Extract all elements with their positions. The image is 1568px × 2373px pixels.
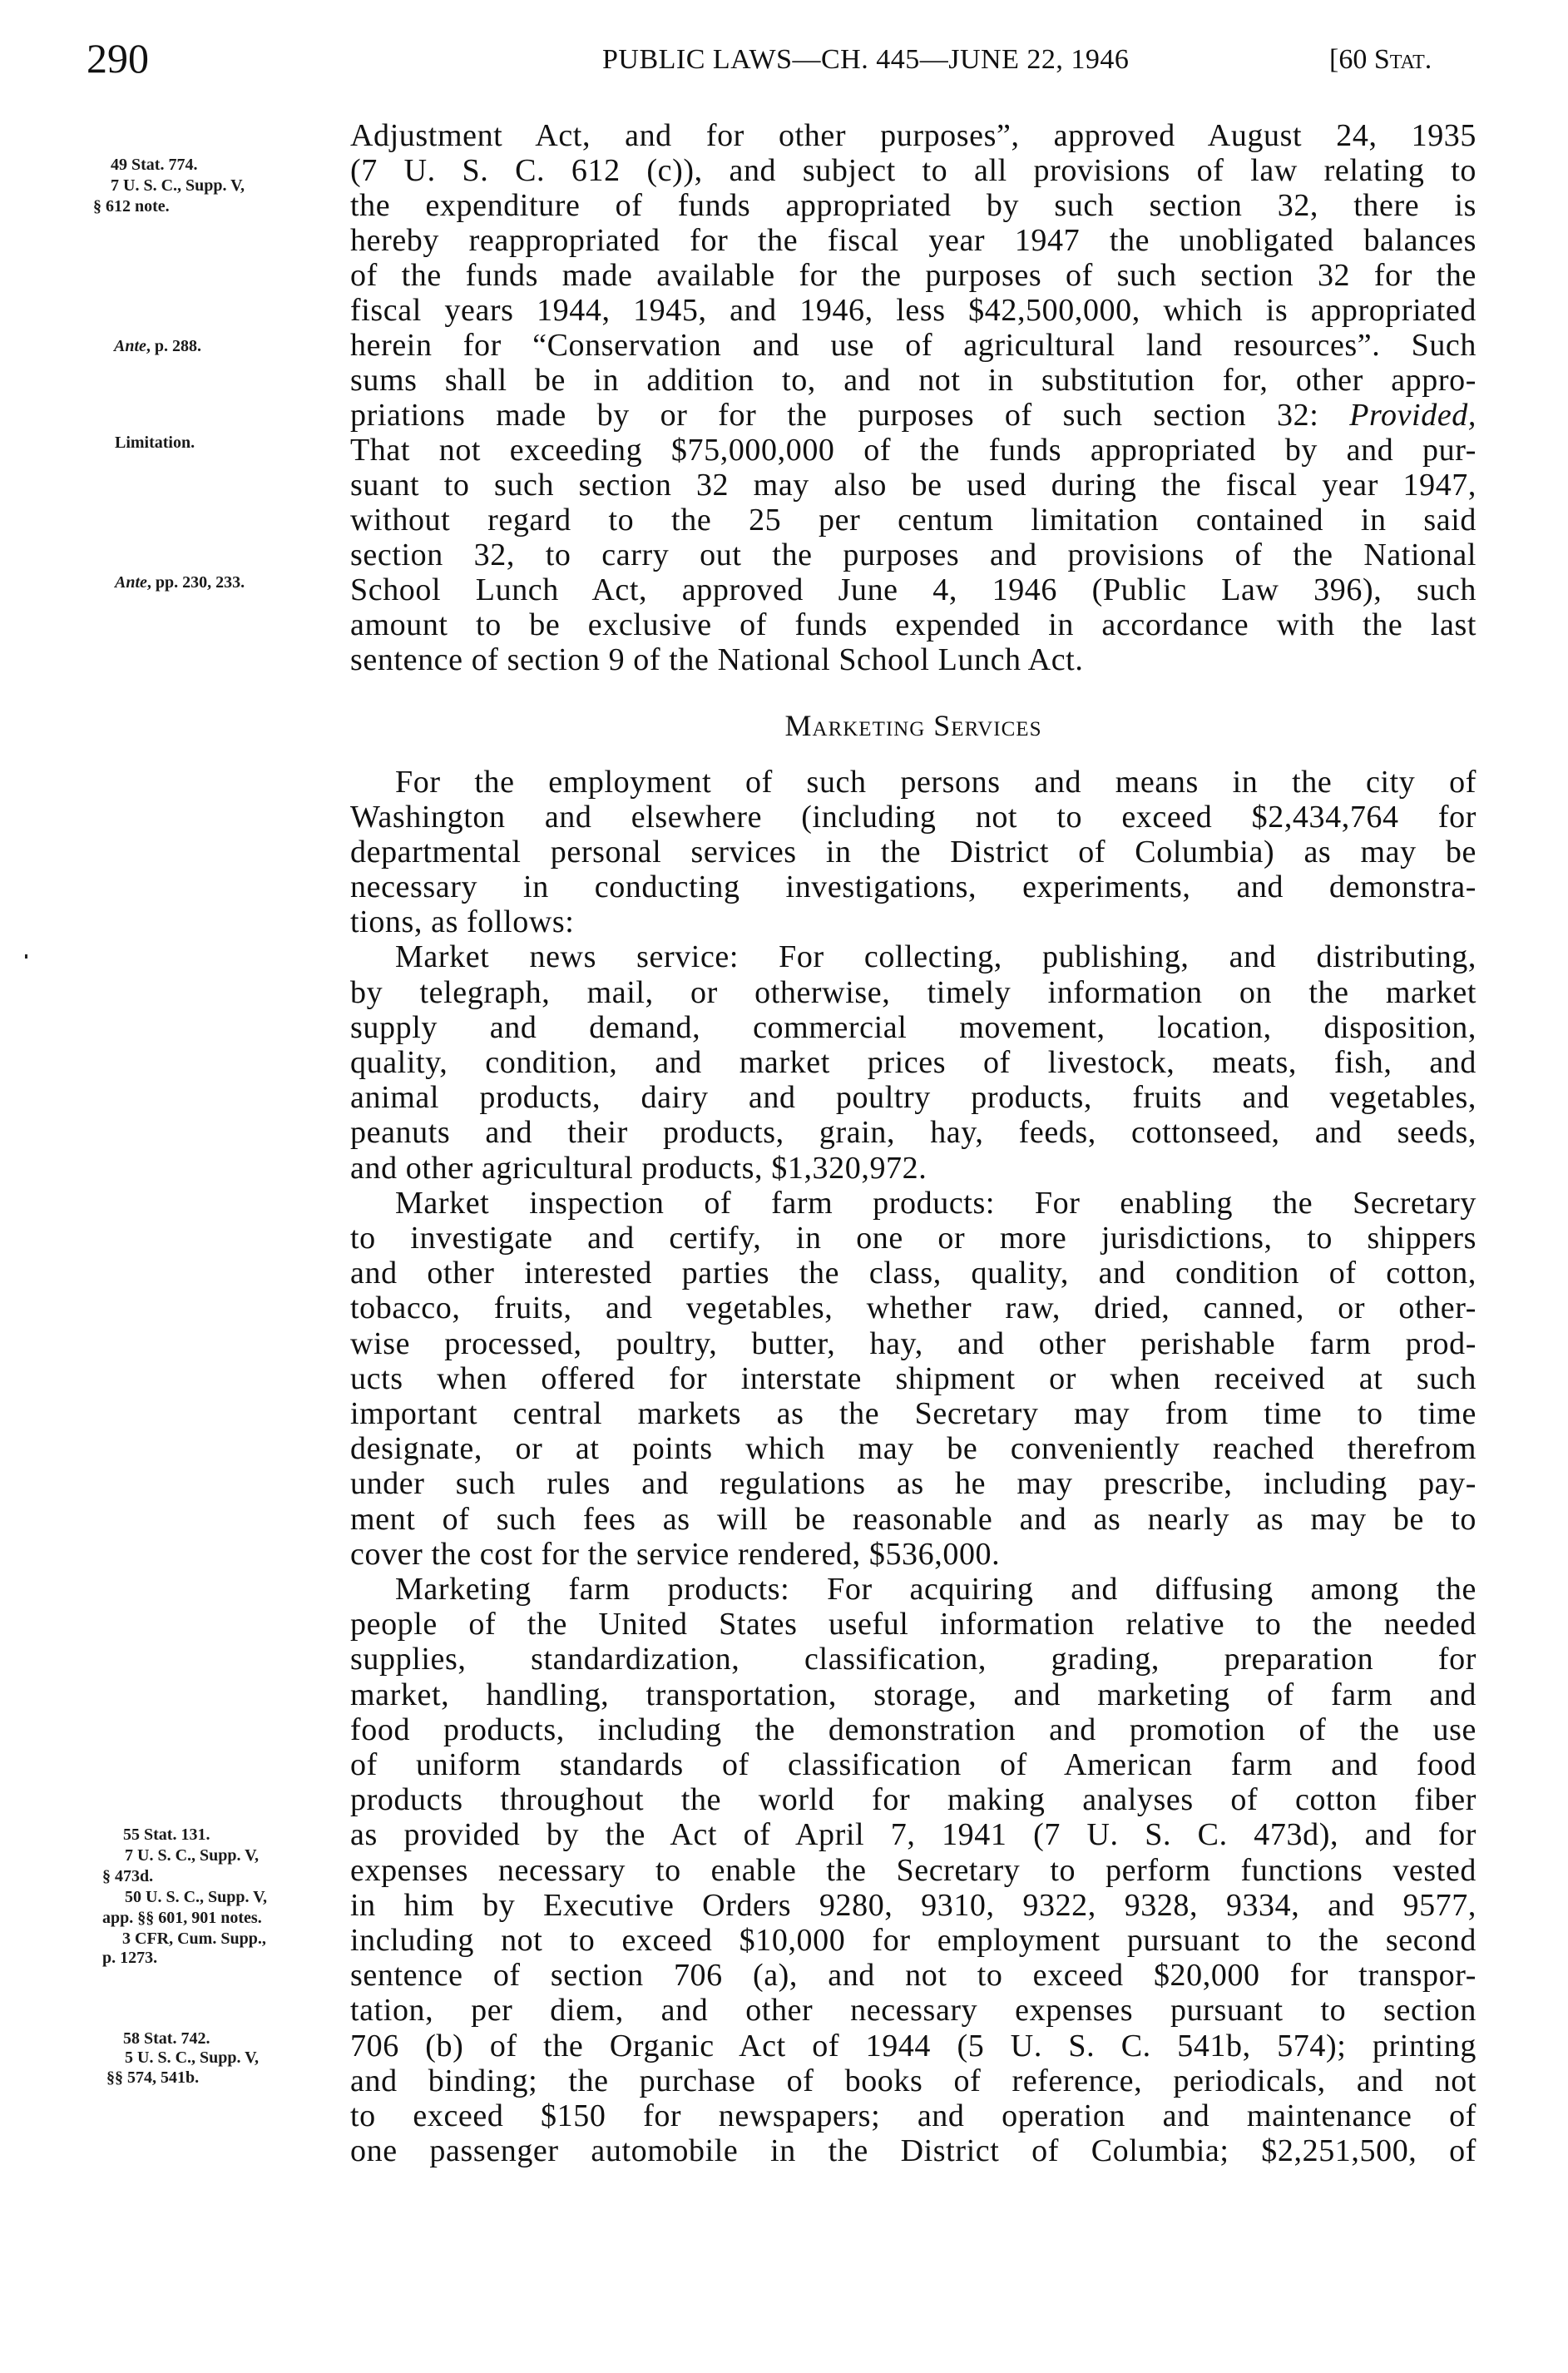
text-line: Adjustment Act, and for other purposes”, approved August 24, 1935	[350, 118, 1476, 153]
text-line: designate, or at points which may be conveniently reached therefrom	[350, 1431, 1476, 1466]
text-line: suant to such section 32 may also be used during the fiscal year 1947,	[350, 468, 1476, 503]
text-line: quality, condition, and market prices of livestock, meats, fish, and	[350, 1045, 1476, 1080]
text-line-provided	[350, 398, 1476, 433]
margin-note-50-usc: 50 U. S. C., Supp. V,	[125, 1888, 268, 1906]
text-line: 706 (b) of the Organic Act of 1944 (5 U. S. C. 541b, 574); printing	[350, 2029, 1476, 2063]
text-line: herein for “Conservation and use of agricultural land resources”. Such	[350, 328, 1476, 363]
ante-italic: Ante	[115, 573, 147, 592]
text-line: Market inspection of farm products: For enabling the Secretary	[395, 1186, 1476, 1221]
text-line: and other agricultural products, $1,320,972.	[350, 1151, 927, 1186]
text-line: as provided by the Act of April 7, 1941 (7 U. S. C. 473d), and for	[350, 1817, 1476, 1852]
provided-proviso: Provided,	[1349, 398, 1476, 433]
margin-note-p1273: p. 1273.	[102, 1949, 158, 1967]
text-line: Washington and elsewhere (including not to exceed $2,434,764 for	[350, 800, 1476, 835]
text-line: Market news service: For collecting, publishing, and distributing,	[395, 939, 1476, 974]
margin-note-5-usc: 5 U. S. C., Supp. V,	[125, 2049, 260, 2067]
text-line: and binding; the purchase of books of reference, periodicals, and not	[350, 2063, 1476, 2098]
text-line: and other interested parties the class, quality, and condition of cotton,	[350, 1256, 1476, 1291]
margin-note-ante-230	[115, 572, 245, 593]
text-line: people of the United States useful information relative to the needed	[350, 1607, 1476, 1642]
text-line: peanuts and their products, grain, hay, feeds, cottonseed, and seeds,	[350, 1115, 1476, 1150]
text-line: cover the cost for the service rendered, $536,000.	[350, 1537, 1001, 1572]
volume-reference	[1329, 42, 1432, 78]
text-line: wise processed, poultry, butter, hay, and other perishable farm prod-	[350, 1326, 1476, 1361]
margin-note-7-usc-b: 7 U. S. C., Supp. V,	[125, 1846, 260, 1865]
text-line: amount to be exclusive of funds expended in accordance with the last	[350, 607, 1476, 642]
ante-ref: , p. 288.	[146, 337, 202, 355]
text-line: under such rules and regulations as he may prescribe, including pay-	[350, 1466, 1476, 1501]
text-line: to exceed $150 for newspapers; and operation and maintenance of	[350, 2098, 1476, 2133]
scan-speck	[25, 954, 27, 959]
text-line: fiscal years 1944, 1945, and 1946, less $42,500,000, which is appropriated	[350, 293, 1476, 328]
text-line: food products, including the demonstration and promotion of the use	[350, 1712, 1476, 1747]
volume-label: Stat.	[1373, 44, 1432, 75]
text-line: tation, per diem, and other necessary expenses pursuant to section	[350, 1993, 1476, 2028]
margin-note-55-stat: 55 Stat. 131.	[123, 1826, 210, 1844]
ante-italic: Ante	[114, 337, 146, 355]
text-line: the expenditure of funds appropriated by such section 32, there is	[350, 188, 1476, 223]
section-heading: Marketing Services	[784, 709, 1042, 742]
margin-note-473d: § 473d.	[102, 1867, 154, 1885]
text-line: supply and demand, commercial movement, location, disposition,	[350, 1010, 1476, 1045]
text-line: tions, as follows:	[350, 904, 575, 939]
text-line: sums shall be in addition to, and not in substitution for, other appro-	[350, 363, 1476, 398]
text-line: of the funds made available for the purposes of such section 32 for the	[350, 258, 1476, 293]
text-line: ucts when offered for interstate shipment or when received at such	[350, 1361, 1476, 1396]
text-line: departmental personal services in the District of Columbia) as may be	[350, 835, 1476, 869]
margin-note-58-stat: 58 Stat. 742.	[123, 2029, 210, 2048]
text-line: including not to exceed $10,000 for employment pursuant to the second	[350, 1923, 1476, 1958]
text-line: one passenger automobile in the District of Columbia; $2,251,500, of	[350, 2133, 1476, 2168]
margin-note-3-cfr: 3 CFR, Cum. Supp.,	[122, 1930, 266, 1948]
text-line: For the employment of such persons and means in the city of	[395, 765, 1476, 800]
text-line: important central markets as the Secretary may from time to time	[350, 1396, 1476, 1431]
text-line: School Lunch Act, approved June 4, 1946 (Public Law 396), such	[350, 572, 1476, 607]
text-line: tobacco, fruits, and vegetables, whether raw, dried, canned, or other-	[350, 1291, 1476, 1325]
text-line: (7 U. S. C. 612 (c)), and subject to all provisions of law relating to	[350, 153, 1476, 188]
margin-note-574: §§ 574, 541b.	[106, 2068, 200, 2087]
text-line: hereby reappropriated for the fiscal year 1947 the unobligated balances	[350, 223, 1476, 258]
text-line: That not exceeding $75,000,000 of the funds appropriated by and pur-	[350, 433, 1476, 468]
text-line: to investigate and certify, in one or more jurisdictions, to shippers	[350, 1221, 1476, 1256]
margin-note-612: § 612 note.	[93, 197, 170, 216]
text-line: expenses necessary to enable the Secretary to perform functions vested	[350, 1853, 1476, 1888]
text-line: by telegraph, mail, or otherwise, timely information on the market	[350, 975, 1476, 1010]
margin-note-49-stat: 49 Stat. 774.	[111, 156, 198, 174]
text-line: of uniform standards of classification of American farm and food	[350, 1747, 1476, 1782]
text-segment: priations made by or for the purposes of such section 32:	[350, 398, 1319, 433]
text-line: in him by Executive Orders 9280, 9310, 9322, 9328, 9334, and 9577,	[350, 1888, 1476, 1923]
page-number: 290	[87, 35, 149, 82]
text-line: sentence of section 9 of the National School Lunch Act.	[350, 642, 1084, 677]
text-line: sentence of section 706 (a), and not to exceed $20,000 for transpor-	[350, 1958, 1476, 1993]
running-title: PUBLIC LAWS—CH. 445—JUNE 22, 1946	[602, 44, 1130, 75]
text-line: without regard to the 25 per centum limitation contained in said	[350, 503, 1476, 538]
text-line: supplies, standardization, classification, grading, preparation for	[350, 1642, 1476, 1677]
text-line: necessary in conducting investigations, experiments, and demonstra-	[350, 869, 1476, 904]
text-line: ment of such fees as will be reasonable and as nearly as may be to	[350, 1502, 1476, 1537]
text-line: animal products, dairy and poultry products, fruits and vegetables,	[350, 1080, 1476, 1115]
text-line: section 32, to carry out the purposes and provisions of the National	[350, 538, 1476, 572]
margin-note-7-usc: 7 U. S. C., Supp. V,	[111, 176, 245, 195]
volume-prefix: [60	[1329, 44, 1374, 75]
text-line: market, handling, transportation, storage, and marketing of farm and	[350, 1677, 1476, 1712]
text-line: Marketing farm products: For acquiring and diffusing among the	[395, 1572, 1476, 1607]
ante-ref: , pp. 230, 233.	[146, 573, 245, 592]
margin-note-app-601: app. §§ 601, 901 notes.	[102, 1909, 262, 1927]
margin-note-ante-288	[114, 336, 201, 357]
text-line: products throughout the world for making analyses of cotton fiber	[350, 1782, 1476, 1817]
margin-note-limitation: Limitation.	[115, 433, 195, 452]
